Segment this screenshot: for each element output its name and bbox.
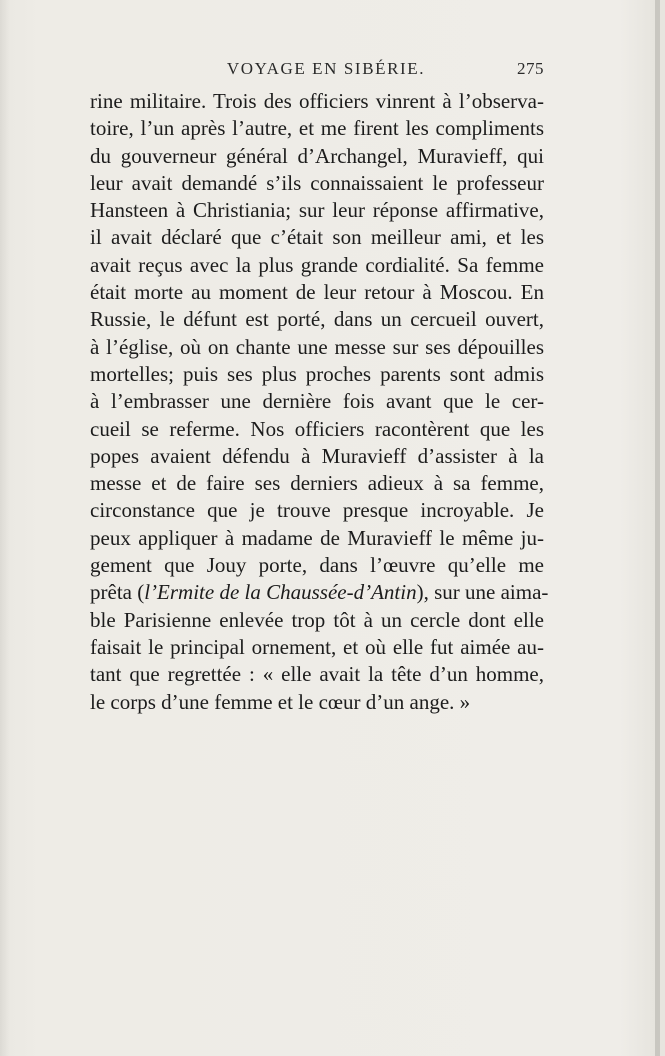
text-line: gement que Jouy porte, dans l’œuvre qu’elle me xyxy=(90,553,544,578)
text-line: ble Parisienne enlevée trop tôt à un cercle dont elle xyxy=(90,607,544,632)
text-line: à l’embrasser une dernière fois avant que le cer- xyxy=(90,389,544,414)
text-line: était morte au moment de leur retour à Moscou. En xyxy=(90,280,544,305)
text-line: messe et de faire ses derniers adieux à sa femme, xyxy=(90,471,544,496)
page-edge xyxy=(655,0,660,1056)
text-line: circonstance que je trouve presque incroyable. Je xyxy=(90,498,544,523)
text-line: tant que regrettée : « elle avait la tête d’un homme, xyxy=(90,662,544,687)
italic-book-title: l’Ermite de la Chaussée-d’Antin xyxy=(144,580,417,605)
text-line: faisait le principal ornement, et où elle fut aimée au- xyxy=(90,634,544,659)
text-line: peux appliquer à madame de Muravieff le même ju- xyxy=(90,525,544,550)
text-line: du gouverneur général d’Archangel, Muravieff, qui xyxy=(90,143,544,168)
body-text xyxy=(90,88,549,716)
running-head xyxy=(88,59,544,83)
text-line: cueil se referme. Nos officiers racontèrent que les xyxy=(90,416,544,441)
text-segment: prêta ( xyxy=(90,580,145,605)
text-line: rine militaire. Trois des officiers vinrent à l’observa- xyxy=(90,89,544,113)
text-line: leur avait demandé s’ils connaissaient le professeur xyxy=(90,170,544,195)
text-line: il avait déclaré que c’était son meilleur ami, et les xyxy=(90,225,544,250)
text-line: mortelles; puis ses plus proches parents sont admis xyxy=(90,361,544,386)
text-line: Hansteen à Christiania; sur leur réponse affirmative, xyxy=(90,198,544,223)
text-line: popes avaient défendu à Muravieff d’assister à la xyxy=(90,443,544,468)
text-segment: ), sur une aima- xyxy=(416,580,549,605)
text-line-with-italic xyxy=(90,579,549,606)
text-line: à l’église, où on chante une messe sur ses dépouilles xyxy=(90,334,544,359)
text-line: Russie, le défunt est porté, dans un cercueil ouvert, xyxy=(90,307,544,332)
text-line-final: le corps d’une femme et le cœur d’un ange. » xyxy=(90,689,471,714)
page-number: 275 xyxy=(517,59,544,78)
text-line: toire, l’un après l’autre, et me firent les compliments xyxy=(90,116,544,141)
text-line: avait reçus avec la plus grande cordialité. Sa femme xyxy=(90,252,544,277)
running-title: VOYAGE EN SIBÉRIE. xyxy=(226,59,426,78)
